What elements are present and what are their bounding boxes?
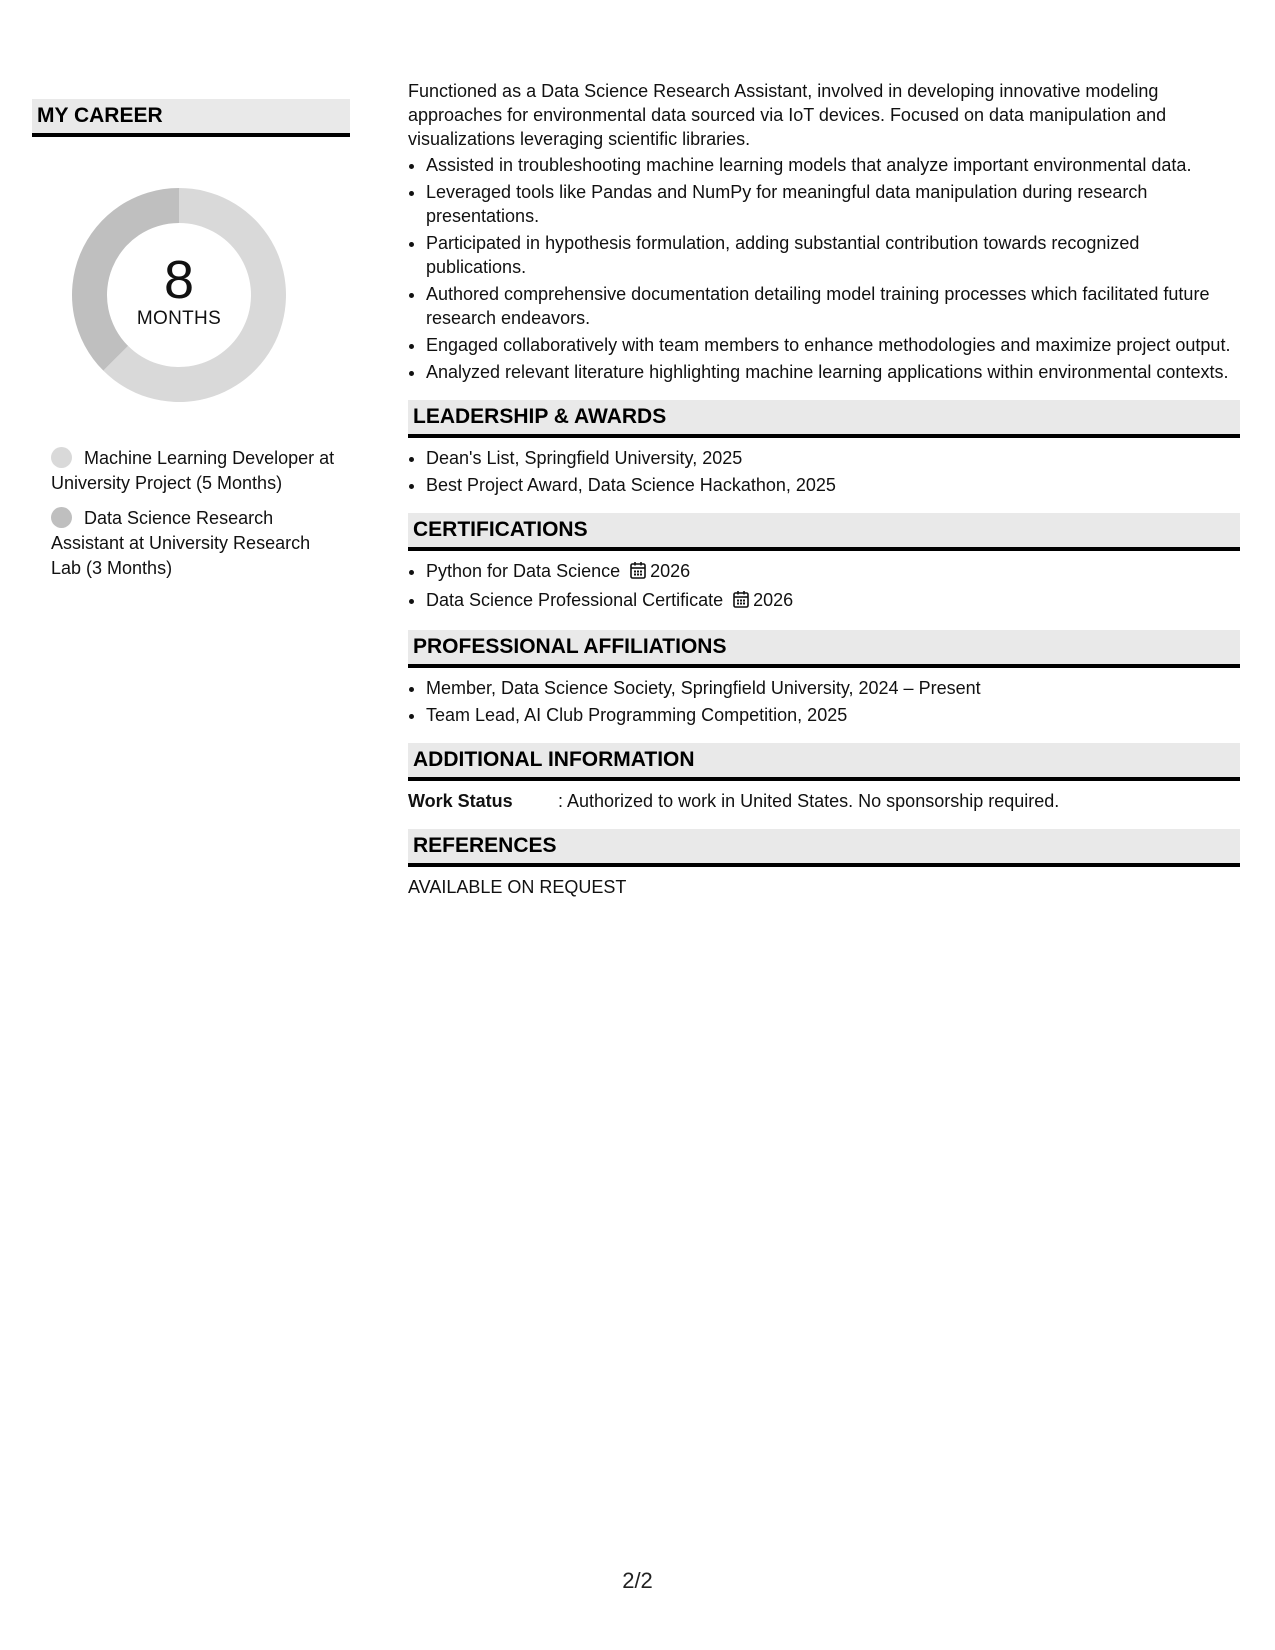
work-status-row [408,789,1240,813]
work-status-label: Work Status [408,791,513,811]
certifications-section [408,513,1240,614]
affiliation-item: • Team Lead, AI Club Programming Competition, 2025 [426,703,1240,727]
career-heading: MY CAREER [32,99,350,137]
certification-item [426,559,1240,585]
experience-bullet: • Engaged collaboratively with team members to enhance methodologies and maximize project output. [426,333,1240,357]
additional-info-heading: ADDITIONAL INFORMATION [408,743,1240,781]
certification-name: Python for Data Science [426,561,621,581]
career-sidebar [32,99,350,591]
certification-year: 2026 [753,590,794,610]
affiliations-heading: PROFESSIONAL AFFILIATIONS [408,630,1240,668]
experience-bullet: • Analyzed relevant literature highlighting machine learning applications within environmental contexts. [426,360,1240,384]
experience-bullet: • Authored comprehensive documentation detailing model training processes which facilitated future research endeavors. [426,282,1240,330]
references-heading: REFERENCES [408,829,1240,867]
awards-section [408,400,1240,497]
calendar-icon [733,590,749,614]
certification-item [426,588,1240,614]
affiliation-item: • Member, Data Science Society, Springfield University, 2024 – Present [426,676,1240,700]
career-legend [51,446,341,581]
donut-center [66,182,292,408]
affiliations-list [408,676,1240,727]
experience-bullet: • Participated in hypothesis formulation, adding substantial contribution towards recognized publications. [426,231,1240,279]
certification-name: Data Science Professional Certificate [426,590,724,610]
main-content [408,79,1240,899]
awards-list [408,446,1240,497]
career-legend-item [51,446,341,496]
legend-dot-icon [51,507,72,528]
references-text: AVAILABLE ON REQUEST [408,877,627,897]
certification-year: 2026 [650,561,691,581]
experience-bullet: • Assisted in troubleshooting machine learning models that analyze important environmental data. [426,153,1240,177]
experience-summary: Functioned as a Data Science Research Assistant, involved in developing innovative modeling approaches for environmental data sourced via IoT devices. Focused on data manipulation and visualizations leveraging scientific libraries. [408,81,1167,149]
award-item: • Dean's List, Springfield University, 2025 [426,446,1240,470]
work-status-value: : Authorized to work in United States. No sponsorship required. [558,791,1060,811]
affiliations-section [408,630,1240,727]
additional-info-section [408,743,1240,813]
legend-dot-icon [51,447,72,468]
career-legend-label: Data Science Research Assistant at University Research Lab (3 Months) [51,508,311,578]
experience-bullet: • Leveraged tools like Pandas and NumPy for meaningful data manipulation during research presentations. [426,180,1240,228]
career-legend-item [51,506,341,581]
awards-heading: LEADERSHIP & AWARDS [408,400,1240,438]
award-item: • Best Project Award, Data Science Hackathon, 2025 [426,473,1240,497]
certifications-heading: CERTIFICATIONS [408,513,1240,551]
page-number: 2/2 [622,1568,653,1593]
career-donut-chart [66,182,292,408]
references-section [408,829,1240,899]
calendar-icon [630,561,646,585]
career-total-number: 8 [163,250,195,310]
career-legend-label: Machine Learning Developer at University Project (5 Months) [51,448,335,493]
experience-bullet-list [408,153,1240,384]
career-total-unit: MONTHS [136,308,222,329]
certifications-list [408,559,1240,614]
